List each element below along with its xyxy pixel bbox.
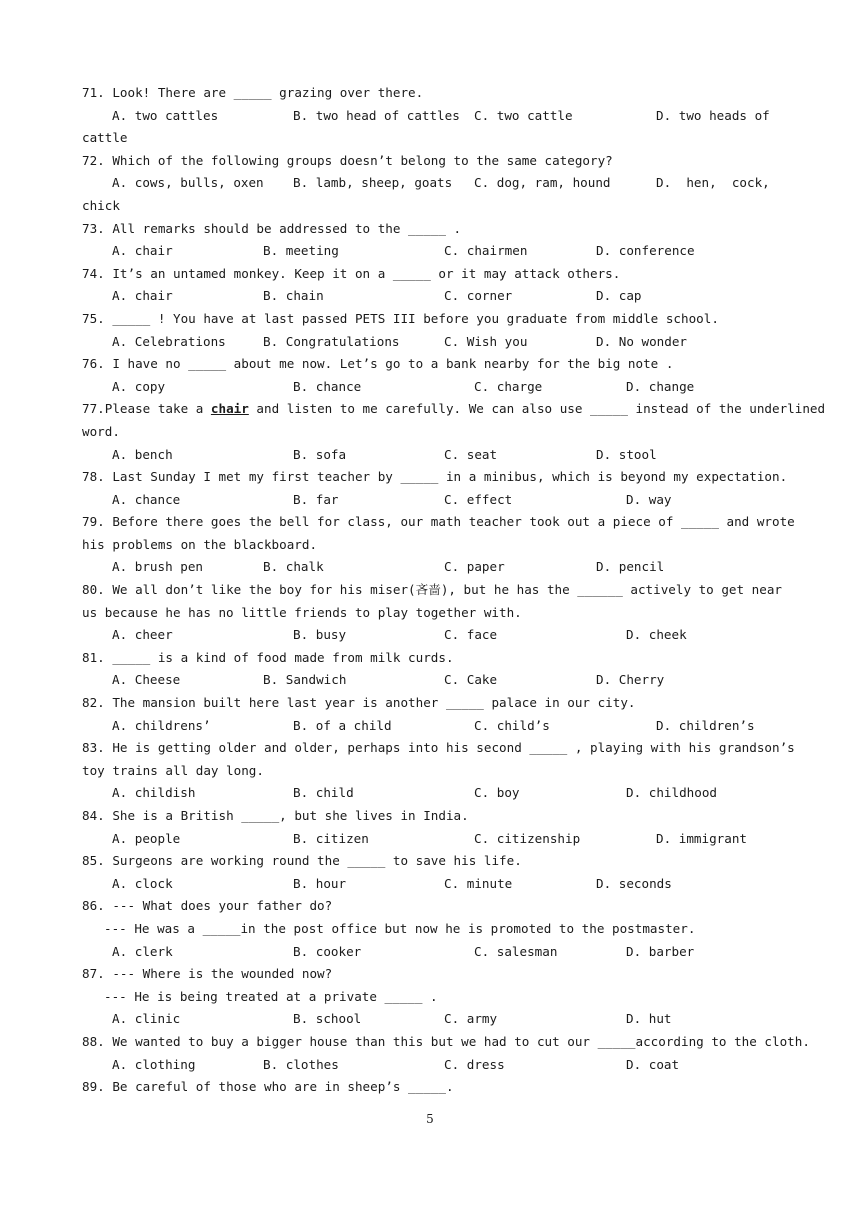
option-d[interactable]: D. Cherry — [596, 672, 665, 688]
option-d[interactable]: D. two heads of — [656, 107, 770, 123]
dialog-line: --- He is being treated at a private _____ . — [104, 988, 438, 1004]
option-d[interactable]: D. hut — [626, 1011, 672, 1027]
question-number: 75. — [82, 310, 105, 326]
options-row — [82, 873, 782, 896]
question-number: 76. — [82, 356, 105, 372]
option-c[interactable]: C. chairmen — [444, 243, 528, 259]
option-b[interactable]: B. far — [293, 491, 339, 507]
option-d[interactable]: D. way — [626, 491, 672, 507]
stem-text: _____ ! You have at last passed PETS III before you graduate from middle school. — [112, 310, 719, 326]
stem-text: Before there goes the bell for class, our math teacher took out a piece of _____ and wrote — [112, 514, 795, 530]
question-77 — [82, 398, 826, 466]
question-stem — [82, 398, 826, 421]
question-number: 71. — [82, 85, 105, 100]
question-number: 72. — [82, 152, 105, 168]
question-85 — [82, 850, 782, 895]
stem-text: _____ is a kind of food made from milk curds. — [112, 649, 454, 665]
question-89 — [82, 1076, 782, 1099]
question-76 — [82, 353, 782, 398]
option-b[interactable]: B. citizen — [293, 830, 369, 846]
options-row — [82, 285, 782, 308]
options-row — [82, 1054, 782, 1077]
option-a[interactable]: A. bench — [112, 446, 173, 462]
option-c[interactable]: C. two cattle — [474, 107, 573, 123]
question-stem — [82, 963, 782, 986]
stem-text: Please take a — [104, 401, 211, 417]
option-c[interactable]: C. army — [444, 1011, 498, 1027]
question-stem — [82, 218, 782, 241]
option-c[interactable]: C. minute — [444, 875, 513, 891]
option-a[interactable]: A. clothing — [112, 1056, 196, 1072]
option-c[interactable]: C. dress — [444, 1056, 505, 1072]
question-number: 83. — [82, 740, 105, 756]
question-number: 74. — [82, 265, 105, 281]
stem-text: Be careful of those who are in sheep’s _____. — [112, 1079, 454, 1095]
option-c[interactable]: C. salesman — [474, 943, 558, 959]
option-d[interactable]: D. pencil — [596, 559, 665, 575]
question-75 — [82, 308, 782, 353]
option-b[interactable]: B. chance — [293, 378, 362, 394]
option-c[interactable]: C. face — [444, 627, 498, 643]
question-stem — [82, 1076, 782, 1099]
option-c[interactable]: C. charge — [474, 378, 543, 394]
option-d[interactable]: D. seconds — [596, 875, 672, 891]
option-c[interactable]: C. corner — [444, 288, 513, 304]
stem-text: I have no _____ about me now. Let’s go to a bank nearby for the big note . — [112, 356, 674, 372]
question-stem — [82, 805, 782, 828]
stem-text: The mansion built here last year is another _____ palace in our city. — [112, 695, 636, 711]
page-number: 5 — [426, 1112, 434, 1126]
question-82 — [82, 692, 782, 737]
option-b[interactable]: B. of a child — [293, 717, 392, 733]
option-a[interactable]: A. clinic — [112, 1011, 181, 1027]
stem-text: Look! There are _____ grazing over there. — [112, 85, 424, 100]
question-80 — [82, 579, 782, 647]
question-stem — [82, 511, 795, 534]
stem-text: Last Sunday I met my first teacher by _____ in a minibus, which is beyond my expectation. — [112, 469, 788, 485]
question-number: 82. — [82, 695, 105, 711]
question-number: 88. — [82, 1033, 105, 1049]
question-stem — [82, 647, 782, 670]
option-continuation: cattle — [82, 130, 128, 146]
question-stem — [82, 737, 795, 760]
option-a[interactable]: A. childrens’ — [112, 717, 211, 733]
option-a[interactable]: A. cheer — [112, 627, 173, 643]
option-a[interactable]: A. childish — [112, 785, 196, 801]
option-b[interactable]: B. child — [293, 785, 354, 801]
option-b[interactable]: B. cooker — [293, 943, 362, 959]
stem-text: He is getting older and older, perhaps into his second _____ , playing with his grandson’s — [112, 740, 795, 756]
question-number: 84. — [82, 808, 105, 823]
options-row — [82, 715, 782, 738]
option-c[interactable]: C. child’s — [474, 717, 550, 733]
options-row — [82, 240, 782, 263]
question-79 — [82, 511, 795, 579]
option-b[interactable]: B. lamb, sheep, goats — [293, 175, 453, 191]
question-74 — [82, 263, 782, 308]
option-b[interactable]: B. chain — [263, 288, 324, 304]
options-row — [82, 105, 782, 128]
question-stem — [82, 692, 782, 715]
question-71 — [82, 82, 782, 150]
question-83 — [82, 737, 795, 805]
option-a[interactable]: A. cows, bulls, oxen — [112, 175, 264, 191]
question-number: 73. — [82, 220, 105, 236]
question-stem — [82, 308, 782, 331]
question-number: 77. — [82, 401, 105, 417]
option-c[interactable]: C. paper — [444, 559, 505, 575]
question-number: 81. — [82, 649, 105, 665]
option-a[interactable]: A. Celebrations — [112, 333, 226, 349]
question-number: 79. — [82, 514, 105, 530]
question-stem — [82, 263, 782, 286]
option-a[interactable]: A. brush pen — [112, 559, 203, 575]
question-stem — [82, 579, 782, 602]
option-continuation: chick — [82, 197, 120, 213]
option-c[interactable]: C. Cake — [444, 672, 498, 688]
stem-continuation: word. — [82, 423, 120, 439]
question-number: 86. — [82, 898, 105, 914]
option-a[interactable]: A. two cattles — [112, 107, 219, 123]
option-d[interactable]: D. immigrant — [656, 830, 747, 846]
question-86 — [82, 895, 782, 963]
option-d[interactable]: D. children’s — [656, 717, 755, 733]
options-row — [82, 941, 782, 964]
question-stem — [82, 466, 788, 489]
options-row — [82, 556, 782, 579]
options-row — [82, 376, 782, 399]
option-a[interactable]: A. chair — [112, 243, 173, 259]
question-number: 89. — [82, 1079, 105, 1095]
option-b[interactable]: B. hour — [293, 875, 347, 891]
option-c[interactable]: C. dog, ram, hound — [474, 175, 611, 191]
option-d[interactable]: D. change — [626, 378, 695, 394]
option-a[interactable]: A. clerk — [112, 943, 173, 959]
option-d[interactable]: D. barber — [626, 943, 695, 959]
option-b[interactable]: B. clothes — [263, 1056, 339, 1072]
option-a[interactable]: A. Cheese — [112, 672, 181, 688]
options-row — [82, 782, 782, 805]
option-a[interactable]: A. people — [112, 830, 181, 846]
question-87 — [82, 963, 782, 1031]
option-c[interactable]: C. effect — [444, 491, 513, 507]
option-b[interactable]: B. school — [293, 1011, 362, 1027]
option-d[interactable]: D. cap — [596, 288, 642, 304]
stem-continuation: toy trains all day long. — [82, 762, 264, 778]
option-c[interactable]: C. boy — [474, 785, 520, 801]
stem-continuation: his problems on the blackboard. — [82, 536, 318, 552]
stem-text: Which of the following groups doesn’t belong to the same category? — [112, 152, 613, 168]
stem-text: --- Where is the wounded now? — [112, 966, 333, 982]
option-c[interactable]: C. seat — [444, 446, 498, 462]
option-c[interactable]: C. Wish you — [444, 333, 528, 349]
question-stem — [82, 150, 782, 173]
option-b[interactable]: B. Sandwich — [263, 672, 347, 688]
question-number: 85. — [82, 853, 105, 869]
option-b[interactable]: B. busy — [293, 627, 347, 643]
stem-text: Surgeons are working round the _____ to save his life. — [112, 853, 522, 869]
option-b[interactable]: B. meeting — [263, 243, 339, 259]
options-row — [82, 172, 782, 195]
option-b[interactable]: B. chalk — [263, 559, 324, 575]
question-88 — [82, 1031, 810, 1076]
stem-continuation: us because he has no little friends to play together with. — [82, 604, 522, 620]
option-d[interactable]: D. coat — [626, 1056, 680, 1072]
dialog-line: --- He was a _____in the post office but now he is promoted to the postmaster. — [104, 920, 696, 936]
stem-text: and listen to me carefully. We can also use _____ instead of the underlined — [248, 401, 826, 417]
stem-text: She is a British _____, but she lives in India. — [112, 808, 469, 823]
option-c[interactable]: C. citizenship — [474, 830, 581, 846]
option-b[interactable]: B. Congratulations — [263, 333, 400, 349]
option-b[interactable]: B. two head of cattles — [293, 107, 460, 123]
question-number: 78. — [82, 469, 105, 485]
option-d[interactable]: D. conference — [596, 243, 695, 259]
question-stem — [82, 850, 782, 873]
underlined-word: chair — [210, 401, 249, 417]
question-81 — [82, 647, 782, 692]
question-list — [82, 82, 826, 1099]
stem-text: It’s an untamed monkey. Keep it on a _____ or it may attack others. — [112, 265, 621, 281]
options-row — [82, 1008, 782, 1031]
stem-text: We wanted to buy a bigger house than this but we had to cut our _____according to the cloth. — [112, 1033, 810, 1049]
option-d[interactable]: D. No wonder — [596, 333, 687, 349]
options-row — [82, 669, 782, 692]
options-row — [82, 489, 782, 512]
stem-text: All remarks should be addressed to the _____ . — [112, 220, 462, 236]
option-a[interactable]: A. copy — [112, 378, 166, 394]
question-number: 80. — [82, 582, 105, 598]
question-84 — [82, 805, 782, 850]
question-stem — [82, 895, 782, 918]
stem-text: --- What does your father do? — [112, 898, 333, 914]
question-72 — [82, 150, 782, 218]
question-stem — [82, 353, 782, 376]
options-row — [82, 624, 782, 647]
question-stem — [82, 1031, 810, 1054]
question-73 — [82, 218, 782, 263]
option-b[interactable]: B. sofa — [293, 446, 347, 462]
options-row — [82, 331, 782, 354]
options-row — [82, 444, 782, 467]
option-d[interactable]: D. hen, cock, — [656, 175, 770, 191]
option-d[interactable]: D. childhood — [626, 785, 717, 801]
question-stem — [82, 82, 782, 105]
question-number: 87. — [82, 966, 105, 982]
stem-text: We all don’t like the boy for his miser(吝啬), but he has the ______ actively to get near — [112, 582, 783, 598]
option-d[interactable]: D. cheek — [626, 627, 687, 643]
option-a[interactable]: A. clock — [112, 875, 173, 891]
option-d[interactable]: D. stool — [596, 446, 657, 462]
option-a[interactable]: A. chair — [112, 288, 173, 304]
question-78 — [82, 466, 788, 511]
options-row — [82, 828, 782, 851]
option-a[interactable]: A. chance — [112, 491, 181, 507]
